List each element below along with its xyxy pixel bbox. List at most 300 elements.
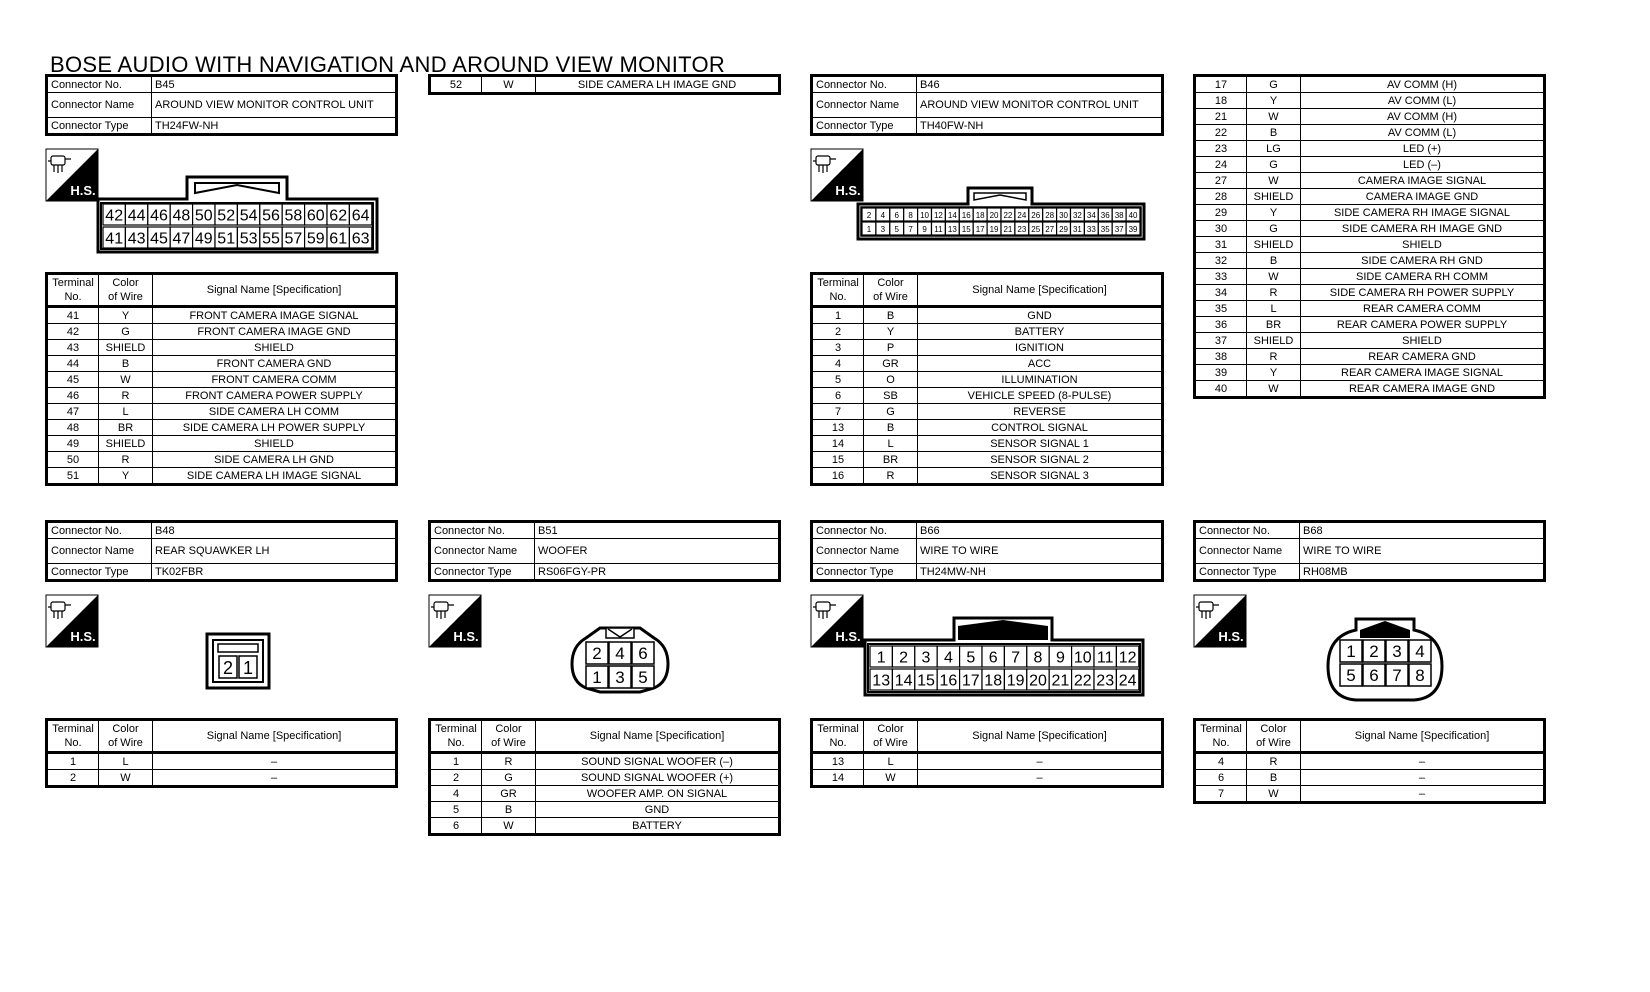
table-row: [812, 404, 1163, 420]
pin-number: 5: [638, 668, 648, 687]
wire-color-cell: Y: [99, 307, 153, 324]
signal-name-cell: FRONT CAMERA GND: [153, 356, 397, 372]
wire-color-cell: Y: [1247, 93, 1301, 109]
pin-number: 19: [989, 225, 999, 235]
pin-number: 17: [975, 225, 985, 235]
signal-name-cell: CONTROL SIGNAL: [918, 420, 1163, 436]
pin-table-b45-continued: [428, 74, 781, 95]
pin-number: 22: [1003, 211, 1013, 221]
signal-name-cell: SHIELD: [153, 340, 397, 356]
terminal-no-cell: 38: [1195, 349, 1247, 365]
wire-color-cell: W: [1247, 109, 1301, 125]
wire-color-cell: G: [99, 324, 153, 340]
wire-color-cell: B: [1247, 770, 1301, 786]
signal-header: Signal Name [Specification]: [1301, 720, 1545, 753]
pin-number: 6: [988, 649, 998, 667]
pin-number: 28: [1045, 211, 1055, 221]
pin-number: 63: [351, 230, 370, 248]
table-row: [1195, 753, 1545, 770]
pin-number: 16: [939, 672, 958, 690]
table-row: [1195, 237, 1545, 253]
pin-number: 7: [1011, 649, 1021, 667]
pin-number: 2: [866, 211, 872, 221]
signal-name-cell: CAMERA IMAGE GND: [1301, 189, 1545, 205]
connector-type-label: Connector Type: [812, 118, 917, 135]
signal-name-cell: –: [1301, 770, 1545, 786]
hs-label: H.S.: [70, 629, 96, 644]
connector-type-label: Connector Type: [1195, 564, 1300, 581]
terminal-no-cell: 37: [1195, 333, 1247, 349]
pin-number: 35: [1100, 225, 1110, 235]
connector-no-value: B66: [917, 522, 1163, 539]
pin-number: 6: [638, 644, 648, 663]
pin-number: 2: [592, 644, 602, 663]
table-row: [430, 76, 780, 94]
terminal-no-cell: 47: [47, 404, 99, 420]
pin-number: 14: [894, 672, 913, 690]
terminal-no-cell: 29: [1195, 205, 1247, 221]
signal-name-cell: CAMERA IMAGE SIGNAL: [1301, 173, 1545, 189]
signal-header: Signal Name [Specification]: [153, 720, 397, 753]
pin-number: 48: [172, 207, 191, 225]
pin-table-b51: [428, 718, 781, 836]
pin-number: 52: [217, 207, 236, 225]
signal-name-cell: AV COMM (H): [1301, 109, 1545, 125]
signal-name-cell: REVERSE: [918, 404, 1163, 420]
color-header: Color of Wire: [482, 720, 536, 753]
terminal-no-cell: 17: [1195, 76, 1247, 93]
pin-number: 6: [1369, 666, 1379, 685]
pin-number: 43: [127, 230, 146, 248]
terminal-no-cell: 43: [47, 340, 99, 356]
pin-number: 64: [351, 207, 370, 225]
terminal-no-cell: 18: [1195, 93, 1247, 109]
table-row: [47, 468, 397, 485]
table-row: [47, 452, 397, 468]
wire-color-cell: W: [1247, 381, 1301, 398]
connector-info-b51: [428, 520, 781, 582]
pin-number: 51: [217, 230, 236, 248]
pin-number: 58: [284, 207, 303, 225]
wire-color-cell: SHIELD: [1247, 333, 1301, 349]
wire-color-cell: GR: [482, 786, 536, 802]
connector-face-b66: [862, 616, 1146, 698]
wire-color-cell: B: [864, 307, 918, 324]
pin-number: 54: [239, 207, 258, 225]
terminal-no-cell: 13: [812, 420, 864, 436]
terminal-no-cell: 42: [47, 324, 99, 340]
signal-name-cell: BATTERY: [536, 818, 780, 835]
signal-name-cell: FRONT CAMERA IMAGE SIGNAL: [153, 307, 397, 324]
terminal-no-cell: 7: [1195, 786, 1247, 803]
table-row: [1195, 285, 1545, 301]
wire-color-cell: P: [864, 340, 918, 356]
terminal-no-cell: 44: [47, 356, 99, 372]
wire-color-cell: W: [99, 770, 153, 787]
signal-name-cell: SHIELD: [153, 436, 397, 452]
table-row: [1195, 205, 1545, 221]
wire-color-cell: L: [99, 404, 153, 420]
wire-color-cell: R: [1247, 349, 1301, 365]
pin-number: 5: [1346, 666, 1356, 685]
table-row: [812, 452, 1163, 468]
signal-name-cell: SOUND SIGNAL WOOFER (–): [536, 753, 780, 770]
pin-number: 61: [329, 230, 348, 248]
pin-number: 41: [105, 230, 124, 248]
terminal-no-cell: 6: [1195, 770, 1247, 786]
pin-number: 24: [1118, 672, 1137, 690]
pin-number: 11: [934, 225, 943, 235]
pin-number: 21: [1051, 672, 1070, 690]
pin-number: 1: [866, 225, 872, 235]
connector-no-label: Connector No.: [47, 76, 152, 93]
signal-name-cell: SHIELD: [1301, 237, 1545, 253]
terminal-no-cell: 4: [1195, 753, 1247, 770]
table-row: [1195, 269, 1545, 285]
color-header: Color of Wire: [99, 274, 153, 307]
wire-color-cell: G: [1247, 221, 1301, 237]
color-header: Color of Wire: [99, 720, 153, 753]
connector-name-label: Connector Name: [812, 539, 917, 564]
signal-name-cell: SIDE CAMERA LH COMM: [153, 404, 397, 420]
wire-color-cell: W: [864, 770, 918, 787]
signal-name-cell: VEHICLE SPEED (8-PULSE): [918, 388, 1163, 404]
table-row: [1195, 109, 1545, 125]
pin-number: 60: [306, 207, 325, 225]
pin-number: 1: [876, 649, 886, 667]
pin-number: 3: [921, 649, 931, 667]
table-row: [1195, 365, 1545, 381]
terminal-no-cell: 13: [812, 753, 864, 770]
pin-number: 15: [961, 225, 971, 235]
wire-color-cell: W: [1247, 269, 1301, 285]
pin-number: 7: [908, 225, 913, 235]
pin-number: 3: [1392, 642, 1402, 661]
hs-label: H.S.: [835, 183, 861, 198]
hs-connector-icon: [45, 148, 99, 202]
signal-header: Signal Name [Specification]: [153, 274, 397, 307]
signal-name-cell: AV COMM (L): [1301, 93, 1545, 109]
terminal-no-cell: 31: [1195, 237, 1247, 253]
terminal-no-cell: 49: [47, 436, 99, 452]
terminal-no-cell: 5: [430, 802, 482, 818]
terminal-no-cell: 14: [812, 770, 864, 787]
pin-number: 4: [1415, 642, 1425, 661]
wire-color-cell: W: [482, 818, 536, 835]
wire-color-cell: W: [1247, 786, 1301, 803]
connector-info-b68: [1193, 520, 1546, 582]
wire-color-cell: Y: [864, 324, 918, 340]
wire-color-cell: B: [1247, 125, 1301, 141]
wire-color-cell: SB: [864, 388, 918, 404]
terminal-no-cell: 6: [812, 388, 864, 404]
terminal-no-cell: 35: [1195, 301, 1247, 317]
pin-number: 4: [615, 644, 625, 663]
connector-no-value: B48: [152, 522, 397, 539]
terminal-no-cell: 24: [1195, 157, 1247, 173]
connector-face-b45: [95, 175, 380, 255]
table-row: [812, 468, 1163, 485]
pin-number: 1: [242, 658, 254, 678]
pin-number: 8: [1033, 649, 1043, 667]
terminal-no-cell: 46: [47, 388, 99, 404]
pin-number: 26: [1031, 211, 1041, 221]
table-row: [1195, 381, 1545, 398]
connector-info-b45: [45, 74, 398, 136]
wire-color-cell: Y: [1247, 205, 1301, 221]
connector-name-label: Connector Name: [47, 539, 152, 564]
terminal-no-cell: 1: [430, 753, 482, 770]
wire-color-cell: G: [864, 404, 918, 420]
signal-name-cell: SENSOR SIGNAL 3: [918, 468, 1163, 485]
terminal-no-cell: 32: [1195, 253, 1247, 269]
table-row: [47, 404, 397, 420]
page-title: BOSE AUDIO WITH NAVIGATION AND AROUND VIEW MONITOR: [50, 52, 726, 77]
pin-number: 59: [306, 230, 325, 248]
pin-number: 55: [262, 230, 280, 248]
table-row: [812, 372, 1163, 388]
connector-name-value: REAR SQUAWKER LH: [152, 539, 397, 564]
signal-name-cell: SIDE CAMERA LH POWER SUPPLY: [153, 420, 397, 436]
terminal-no-cell: 41: [47, 307, 99, 324]
signal-name-cell: IGNITION: [918, 340, 1163, 356]
pin-number: 16: [961, 211, 971, 221]
connector-no-label: Connector No.: [47, 522, 152, 539]
terminal-no-cell: 36: [1195, 317, 1247, 333]
wire-color-cell: R: [1247, 753, 1301, 770]
terminal-no-cell: 1: [47, 753, 99, 770]
table-row: [430, 786, 780, 802]
pin-number: 9: [922, 225, 927, 235]
table-row: [1195, 76, 1545, 93]
connector-face-b48: [205, 632, 271, 690]
pin-number: 9: [1055, 649, 1065, 667]
terminal-no-cell: 4: [812, 356, 864, 372]
pin-number: 46: [150, 207, 168, 225]
connector-no-label: Connector No.: [1195, 522, 1300, 539]
connector-no-value: B68: [1300, 522, 1545, 539]
signal-name-cell: AV COMM (L): [1301, 125, 1545, 141]
table-row: [1195, 349, 1545, 365]
pin-number: 40: [1128, 211, 1138, 221]
signal-name-cell: REAR CAMERA IMAGE SIGNAL: [1301, 365, 1545, 381]
table-row: [812, 436, 1163, 452]
connector-info-b46: [810, 74, 1164, 136]
terminal-header: Terminal No.: [812, 720, 864, 753]
table-row: [812, 307, 1163, 324]
signal-name-cell: –: [153, 753, 397, 770]
pin-number: 8: [908, 211, 913, 221]
pin-number: 53: [239, 230, 258, 248]
table-row: [1195, 301, 1545, 317]
terminal-no-cell: 21: [1195, 109, 1247, 125]
wire-color-cell: BR: [1247, 317, 1301, 333]
pin-table-b68: [1193, 718, 1546, 804]
table-row: [47, 420, 397, 436]
pin-number: 10: [920, 211, 930, 221]
signal-name-cell: REAR CAMERA POWER SUPPLY: [1301, 317, 1545, 333]
table-row: [1195, 157, 1545, 173]
wire-color-cell: B: [482, 802, 536, 818]
connector-no-value: B45: [152, 76, 397, 93]
table-row: [47, 307, 397, 324]
connector-no-value: B51: [535, 522, 780, 539]
pin-number: 62: [329, 207, 348, 225]
signal-name-cell: REAR CAMERA COMM: [1301, 301, 1545, 317]
wire-color-cell: R: [99, 452, 153, 468]
pin-number: 2: [899, 649, 909, 667]
signal-name-cell: SIDE CAMERA RH IMAGE GND: [1301, 221, 1545, 237]
table-row: [812, 770, 1163, 787]
terminal-header: Terminal No.: [812, 274, 864, 307]
terminal-no-cell: 27: [1195, 173, 1247, 189]
pin-number: 57: [284, 230, 303, 248]
pin-number: 13: [872, 672, 891, 690]
pin-number: 33: [1086, 225, 1096, 235]
pin-number: 21: [1003, 225, 1013, 235]
connector-name-value: AROUND VIEW MONITOR CONTROL UNIT: [152, 93, 397, 118]
terminal-no-cell: 16: [812, 468, 864, 485]
pin-number: 2: [222, 658, 234, 678]
table-row: [1195, 253, 1545, 269]
wire-color-cell: GR: [864, 356, 918, 372]
pin-number: 37: [1114, 225, 1124, 235]
pin-number: 42: [105, 207, 124, 225]
connector-type-value: RS06FGY-PR: [535, 564, 780, 581]
wire-color-cell: Y: [1247, 365, 1301, 381]
pin-table-b46-continued: [1193, 74, 1546, 399]
wire-color-cell: BR: [99, 420, 153, 436]
wire-color-cell: SHIELD: [1247, 237, 1301, 253]
table-row: [47, 340, 397, 356]
signal-name-cell: FRONT CAMERA POWER SUPPLY: [153, 388, 397, 404]
pin-number: 56: [262, 207, 280, 225]
pin-number: 44: [127, 207, 146, 225]
terminal-no-cell: 45: [47, 372, 99, 388]
pin-number: 39: [1128, 225, 1138, 235]
wire-color-cell: L: [99, 753, 153, 770]
signal-name-cell: LED (+): [1301, 141, 1545, 157]
connector-type-value: RH08MB: [1300, 564, 1545, 581]
terminal-no-cell: 3: [812, 340, 864, 356]
terminal-no-cell: 51: [47, 468, 99, 485]
signal-name-cell: –: [153, 770, 397, 787]
pin-number: 7: [1392, 666, 1402, 685]
terminal-no-cell: 52: [430, 76, 482, 94]
terminal-no-cell: 2: [47, 770, 99, 787]
pin-number: 25: [1031, 225, 1041, 235]
terminal-no-cell: 15: [812, 452, 864, 468]
table-row: [47, 356, 397, 372]
signal-name-cell: ILLUMINATION: [918, 372, 1163, 388]
table-row: [47, 770, 397, 787]
pin-number: 32: [1072, 211, 1082, 221]
connector-type-value: TH24MW-NH: [917, 564, 1163, 581]
signal-name-cell: SIDE CAMERA RH GND: [1301, 253, 1545, 269]
hs-label: H.S.: [1218, 629, 1244, 644]
pin-number: 23: [1017, 225, 1027, 235]
connector-type-value: TK02FBR: [152, 564, 397, 581]
table-row: [812, 753, 1163, 770]
connector-face-b68: [1322, 616, 1448, 704]
terminal-no-cell: 39: [1195, 365, 1247, 381]
connector-name-label: Connector Name: [1195, 539, 1300, 564]
table-row: [1195, 786, 1545, 803]
connector-type-label: Connector Type: [812, 564, 917, 581]
pin-number: 1: [1346, 642, 1356, 661]
table-row: [812, 420, 1163, 436]
connector-name-label: Connector Name: [812, 93, 917, 118]
hs-connector-icon: [1193, 594, 1247, 648]
connector-name-value: WIRE TO WIRE: [1300, 539, 1545, 564]
pin-number: 45: [150, 230, 168, 248]
pin-table-b66: [810, 718, 1164, 788]
signal-header: Signal Name [Specification]: [536, 720, 780, 753]
pin-number: 18: [984, 672, 1003, 690]
table-row: [47, 324, 397, 340]
wire-color-cell: R: [99, 388, 153, 404]
table-row: [812, 340, 1163, 356]
wire-color-cell: B: [99, 356, 153, 372]
color-header: Color of Wire: [864, 274, 918, 307]
wire-color-cell: R: [482, 753, 536, 770]
terminal-no-cell: 40: [1195, 381, 1247, 398]
signal-name-cell: GND: [918, 307, 1163, 324]
signal-name-cell: SHIELD: [1301, 333, 1545, 349]
pin-number: 50: [194, 207, 213, 225]
terminal-header: Terminal No.: [430, 720, 482, 753]
wire-color-cell: L: [864, 753, 918, 770]
table-row: [1195, 317, 1545, 333]
pin-number: 23: [1096, 672, 1115, 690]
signal-header: Signal Name [Specification]: [918, 720, 1163, 753]
pin-number: 1: [592, 668, 602, 687]
connector-name-value: WIRE TO WIRE: [917, 539, 1163, 564]
wire-color-cell: O: [864, 372, 918, 388]
connector-type-value: TH40FW-NH: [917, 118, 1163, 135]
signal-name-cell: SIDE CAMERA LH IMAGE SIGNAL: [153, 468, 397, 485]
pin-number: 4: [943, 649, 953, 667]
table-row: [47, 753, 397, 770]
terminal-no-cell: 4: [430, 786, 482, 802]
signal-name-cell: –: [918, 770, 1163, 787]
pin-number: 11: [1096, 649, 1114, 667]
pin-number: 3: [880, 225, 886, 235]
hs-label: H.S.: [835, 629, 861, 644]
pin-table-b45: [45, 272, 398, 486]
table-row: [812, 356, 1163, 372]
table-row: [812, 324, 1163, 340]
pin-number: 14: [947, 211, 957, 221]
hs-connector-icon: [810, 594, 864, 648]
wire-color-cell: W: [1247, 173, 1301, 189]
signal-name-cell: FRONT CAMERA COMM: [153, 372, 397, 388]
color-header: Color of Wire: [864, 720, 918, 753]
pin-number: 12: [933, 211, 943, 221]
hs-connector-icon: [45, 594, 99, 648]
connector-no-label: Connector No.: [430, 522, 535, 539]
pin-number: 3: [615, 668, 625, 687]
wire-color-cell: SHIELD: [99, 340, 153, 356]
signal-name-cell: –: [1301, 786, 1545, 803]
signal-name-cell: LED (–): [1301, 157, 1545, 173]
terminal-no-cell: 50: [47, 452, 99, 468]
pin-number: 10: [1073, 649, 1092, 667]
pin-number: 30: [1059, 211, 1069, 221]
terminal-no-cell: 2: [430, 770, 482, 786]
pin-number: 5: [894, 225, 899, 235]
signal-header: Signal Name [Specification]: [918, 274, 1163, 307]
